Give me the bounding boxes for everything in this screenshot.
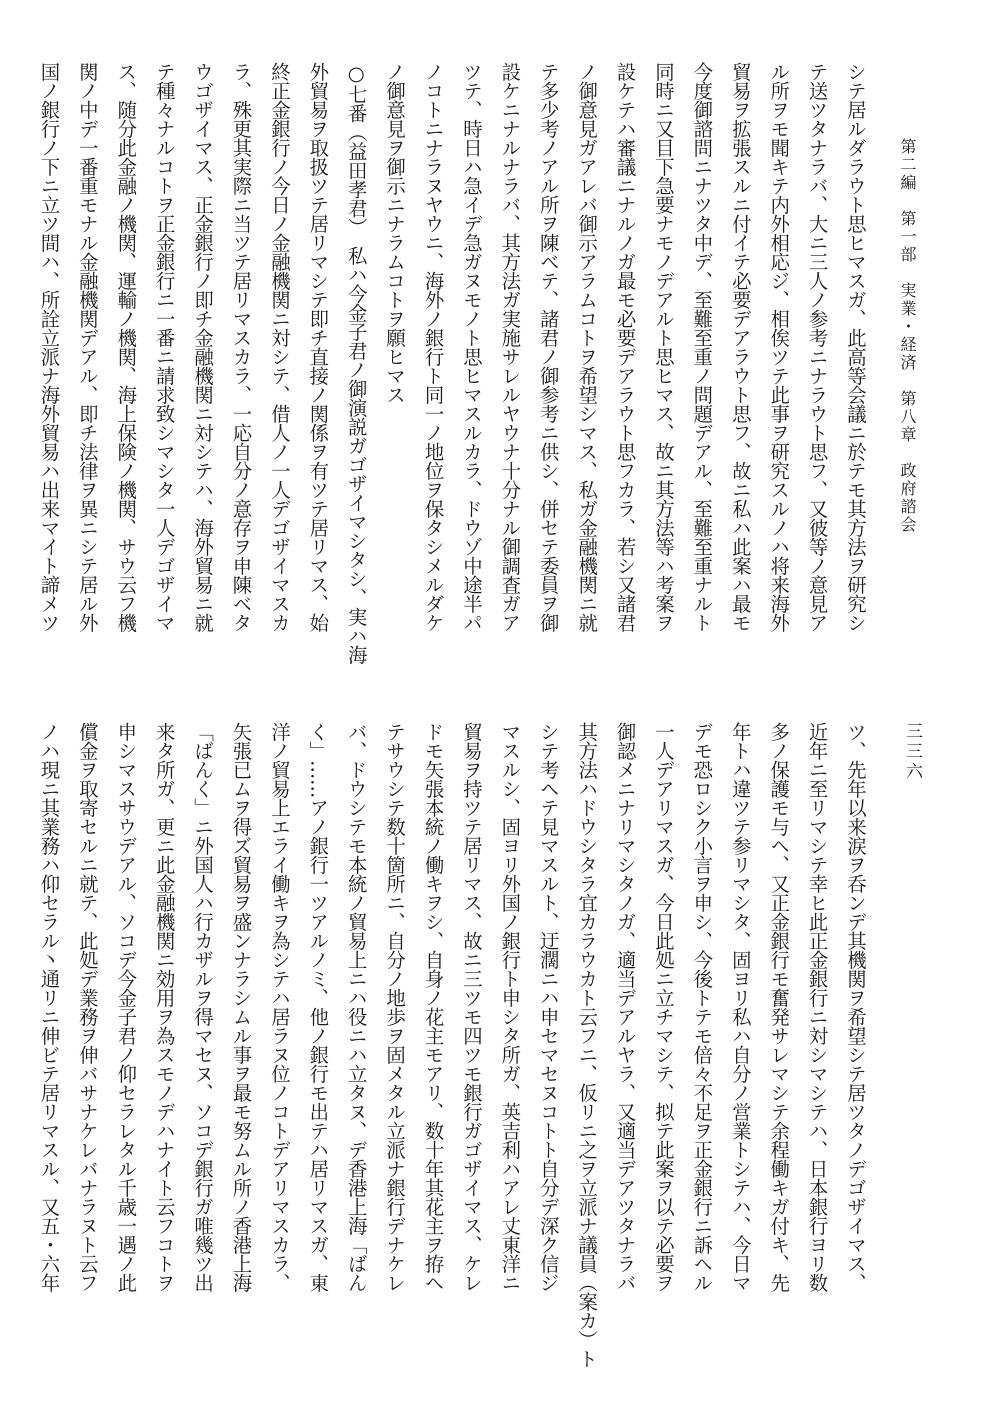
text-column: 貿易ヲ持ツテ居リマス、故ニ三ツモ四ツモ銀行ガゴザイマス、ケレ [459, 722, 483, 1292]
text-column: 近年ニ至リマシテ幸ヒ此正金銀行ニ対シマシテハ、日本銀行ヨリ数 [805, 722, 829, 1292]
text-column: ノ御意見ヲ御示ニナラムコトヲ願ヒマス [383, 62, 407, 404]
text-column: 「ばんく」ニ外国人ハ行カザルヲ得マセヌ、ソコデ銀行ガ唯幾ツ出 [191, 722, 215, 1292]
text-column: 一人デアリマスガ、今日此処ニ立チマシテ、拟テ此案ヲ以テ必要ヲ [651, 722, 675, 1292]
text-column: シテ考ヘテ見マスルト、迂濶ニハ申セマセヌコトト自分デ深ク信ジ [536, 722, 560, 1292]
text-column: 設ケニナルナラバ、其方法ガ実施サレルヤウナ十分ナル御調査ガア [498, 62, 522, 632]
text-column: 終正金銀行ノ今日ノ金融機関ニ対シテ、借人ノ一人デゴザイマスカ [267, 62, 291, 632]
text-column: く」……アノ銀行一ツアルノミ、他ノ銀行モ出テハ居リマスガ、東 [306, 722, 330, 1292]
upper-text-block [37, 62, 874, 664]
text-column: ラ、殊更其実際ニ当ツテ居リマスカラ、一応自分ノ意存ヲ申陳ベタ [229, 62, 253, 632]
text-column: 多ノ保護モ与ヘ、又正金銀行モ奮発サレマシテ余程働キガ付キ、先 [767, 722, 791, 1292]
text-column: テ送ツタナラバ、大ニ三人ノ参考ニナラウト思フ、又彼等ノ意見ア [805, 62, 829, 632]
text-column: ノハ現ニ其業務ハ仰セラル丶通リニ伸ビテ居リマスル、又五・六年 [37, 722, 61, 1292]
text-column: デモ恐ロシク小言ヲ申シ、今後トテモ倍々不足ヲ正金銀行ニ訴ヘル [690, 722, 714, 1292]
text-column: テサウシテ数十箇所ニ、自分ノ地歩ヲ固メタル立派ナ銀行デナケレ [383, 722, 407, 1292]
text-column: 関ノ中デ一番重モナル金融機関デアル、即チ法律ヲ異ニシテ居ル外 [75, 62, 99, 632]
text-column: バ、ドウシテモ本統ノ貿易上ニハ役ニハ立タヌ、デ香港上海「ばん [344, 722, 368, 1292]
text-column: ツテ、時日ハ急イデ急ガヌモノト思ヒマスルカラ、ドウゾ中途半パ [459, 62, 483, 632]
text-column: 外貿易ヲ取扱ツテ居リマシテ即チ直接ノ関係ヲ有ツテ居リマス、始 [306, 62, 330, 632]
text-column: 来タ所ガ、更ニ此金融機関ニ効用ヲ為スモノデハナイト云フコトヲ [152, 722, 176, 1292]
text-column: 申シマスサウデアル、ソコデ今金子君ノ仰セラレタル千歳一遇ノ此 [114, 722, 138, 1292]
text-column: 御認メニナリマシタノガ、適当デアルヤラ、又適当デアツタナラバ [613, 722, 637, 1292]
text-column: ル所ヲモ聞キテ内外相応ジ、相俟ツテ此事ヲ研究スルノハ将来海外 [767, 62, 791, 632]
text-column: ス、随分此金融ノ機関、運輸ノ機関、海上保険ノ機関、サウ云フ機 [114, 62, 138, 632]
text-column: 矢張已ムヲ得ズ貿易ヲ盛ンナラシムル事ヲ最モ努ムル所ノ香港上海 [229, 722, 253, 1292]
text-column: 設ケテハ審議ニナルノガ最モ必要デアラウト思フカラ、若シ又諸君 [613, 62, 637, 632]
text-column: 国ノ銀行ノ下ニ立ツ間ハ、所詮立派ナ海外貿易ハ出来マイト諦メツ [37, 62, 61, 632]
speaker-column: ○七番（益田孝君） 私ハ今金子君ノ御演説ガゴザイマシタシ、実ハ海 [344, 62, 368, 664]
text-column: ノ御意見ガアレバ御示アラムコトヲ希望シマス、私ガ金融機関ニ就 [575, 62, 599, 632]
text-column: テ種々ナルコトヲ正金銀行ニ一番ニ請求致シマシタ一人デゴザイマ [152, 62, 176, 632]
lower-text-block [37, 722, 874, 1368]
page-number: 三三六 [902, 722, 922, 782]
text-column: 年トハ違ツテ参リマシタ、固ヨリ私ハ自分ノ営業トシテハ、今日マ [728, 722, 752, 1292]
text-column: 償金ヲ取寄セルニ就テ、此処デ業務ヲ伸バサナケレバナラヌト云フ [75, 722, 99, 1292]
text-column: シテ居ルダラウト思ヒマスガ、此高等会議ニ於テモ其方法ヲ研究シ [844, 62, 867, 632]
text-column: 同時ニ又目下急要ナモノデアルト思ヒマス、故ニ其方法等ハ考案ヲ [651, 62, 675, 632]
text-column: 洋ノ貿易上エライ働キヲ為シテハ居ラヌ位ノコトデアリマスカラ、 [267, 722, 291, 1292]
text-column: テ多少考ノアル所ヲ陳ベテ、諸君ノ御参考ニ供シ、併セテ委員ヲ御 [536, 62, 560, 632]
text-column: ドモ矢張本統ノ働キヲシ、自身ノ花主モアリ、数十年其花主ヲ拵ヘ [421, 722, 445, 1292]
text-column: 貿易ヲ拡張スルニ付イテ必要デアラウト思フ、故ニ私ハ此案ハ最モ [728, 62, 752, 632]
running-head: 第二編 第一部 実業・経済 第八章 政府諮会 [898, 138, 917, 534]
text-column: ノコトニナラヌヤウニ、海外ノ銀行ト同一ノ地位ヲ保タシメルダケ [421, 62, 445, 632]
text-column: ツ、先年以来涙ヲ呑ンデ其機関ヲ希望シテ居ツタノデゴザイマス、 [844, 722, 867, 1292]
text-column: 其方法ハドウシタラ宜カラウカト云フニ、仮リニ之ヲ立派ナ議員（案カ）ト [575, 722, 599, 1368]
text-column: マスルシ、固ヨリ外国ノ銀行ト申シタ所ガ、英吉利ハアレ丈東洋ニ [498, 722, 522, 1292]
text-column: 今度御諮問ニナツタ中デ、至難至重ノ問題デアル、至難至重ナルト [690, 62, 714, 632]
text-column: ウゴザイマス、正金銀行ノ即チ金融機関ニ対シテハ、海外貿易ニ就 [191, 62, 215, 632]
